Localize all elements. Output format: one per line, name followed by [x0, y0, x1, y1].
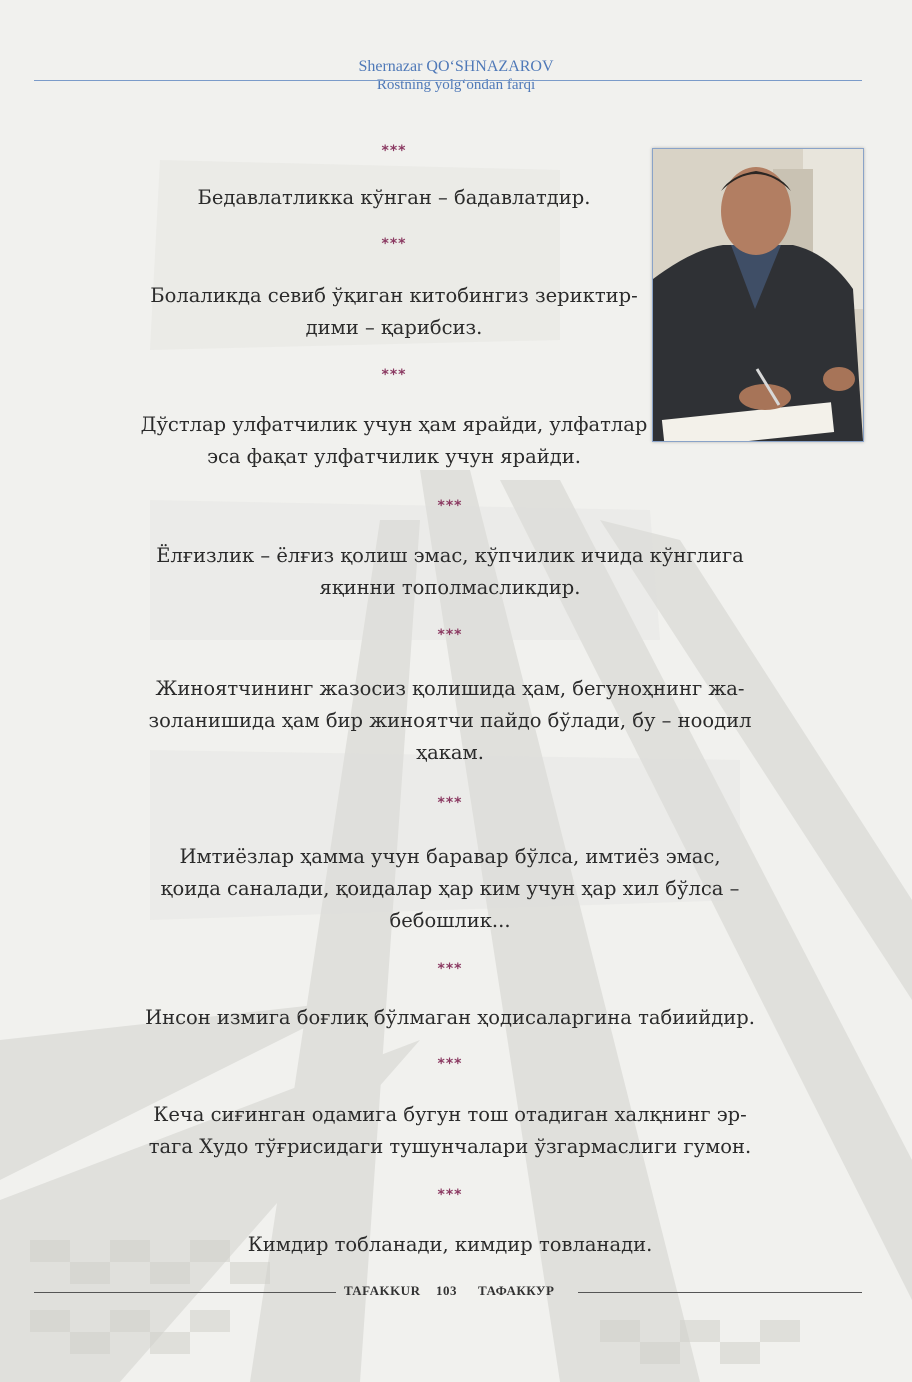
footer-rule-left: [34, 1292, 336, 1293]
separator: ***: [381, 236, 407, 252]
aphorism-line: дими – қарибсиз.: [305, 316, 483, 339]
running-header: [0, 58, 912, 94]
aphorism-line: Кеча сиғинган одамига бугун тош отадиган халқнинг эр-: [153, 1103, 747, 1126]
footer-rule-right: [578, 1292, 862, 1293]
aphorism: [140, 1002, 760, 1034]
aphorism: [140, 673, 760, 769]
aphorism-line: тага Худо тўғрисидаги тушунчалари ўзгармаслиги гумон.: [148, 1135, 752, 1158]
separator: ***: [381, 143, 407, 159]
separator: ***: [437, 795, 463, 811]
aphorism: [150, 182, 638, 214]
header-subtitle: Rostning yolg‘ondan farqi: [376, 77, 536, 93]
aphorism-line: Ёлғизлик – ёлғиз қолиш эмас, кўпчилик ичида кўнглига: [156, 544, 744, 567]
aphorism-line: Имтиёзлар ҳамма учун баравар бўлса, имтиёз эмас,: [179, 845, 721, 868]
aphorism-line: Болаликда севиб ўқиган китобингиз зериктир-: [150, 284, 638, 307]
aphorism-line: Кимдир тобланади, кимдир товланади.: [247, 1233, 653, 1256]
aphorism: [140, 1099, 760, 1163]
aphorism-line: бебошлик...: [389, 909, 511, 932]
separator: ***: [437, 1056, 463, 1072]
aphorism-line: Инсон измига боғлиқ бўлмаган ҳодисаларгина табиийдир.: [145, 1006, 755, 1029]
aphorism-line: яқинни тополмасликдир.: [319, 576, 581, 599]
header-rule: [34, 80, 862, 81]
aphorism: [140, 280, 648, 344]
aphorism-line: золанишида ҳам бир жиноятчи пайдо бўлади, бу – ноодил: [148, 709, 752, 732]
aphorism-line: ҳакам.: [416, 741, 484, 764]
aphorism-line: Дўстлар улфатчилик учун ҳам ярайди, улфатлар: [140, 413, 648, 436]
author-photo: [652, 148, 864, 442]
separator: ***: [437, 498, 463, 514]
separator: ***: [381, 367, 407, 383]
footer-journal-cyrillic: ТАФАККУР: [478, 1283, 555, 1298]
aphorism-line: қоида саналади, қоидалар ҳар ким учун ҳар хил бўлса –: [160, 877, 740, 900]
separator: ***: [437, 627, 463, 643]
page-number: 103: [436, 1283, 457, 1298]
aphorism-line: Бедавлатликка кўнган – бадавлатдир.: [197, 186, 591, 209]
aphorism: [140, 841, 760, 937]
aphorism: [140, 540, 760, 604]
aphorism-line: Жиноятчининг жазосиз қолишида ҳам, бегуноҳнинг жа-: [155, 677, 745, 700]
aphorism: [140, 1229, 760, 1261]
separator: ***: [437, 1187, 463, 1203]
header-author: Shernazar QO‘SHNAZAROV: [358, 58, 554, 75]
footer-journal-latin: TAFAKKUR: [344, 1283, 421, 1298]
aphorism-line: эса фақат улфатчилик учун ярайди.: [207, 445, 581, 468]
aphorism: [140, 409, 648, 473]
separator: ***: [437, 961, 463, 977]
page-footer: [0, 1282, 912, 1304]
